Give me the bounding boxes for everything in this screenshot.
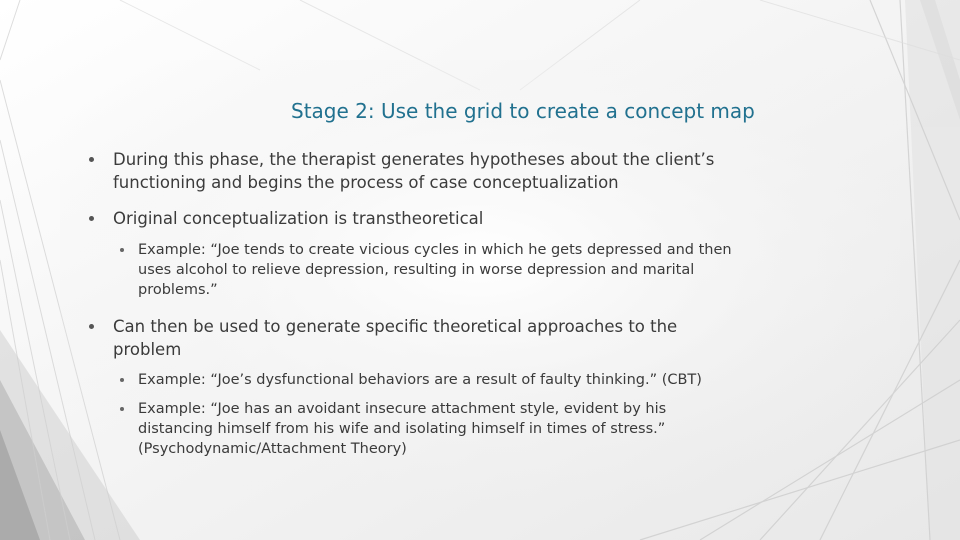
sub-bullet-dot-icon <box>120 407 124 411</box>
bullet-item <box>113 207 753 230</box>
bullet-dot-icon <box>89 157 94 162</box>
bullet-dot-icon <box>89 216 94 221</box>
bullet-dot-icon <box>89 324 94 329</box>
bullet-text: Original conceptualization is transtheoretical <box>113 209 484 228</box>
sub-bullet-dot-icon <box>120 248 124 252</box>
bullet-text: During this phase, the therapist generates hypotheses about the client’s functioning and begins the process of case conceptualization <box>113 150 715 192</box>
bullet-text: Can then be used to generate specific theoretical approaches to the problem <box>113 317 678 359</box>
sub-bullet-dot-icon <box>120 378 124 382</box>
sub-bullet-item <box>138 399 728 459</box>
sub-bullet-item <box>138 240 738 300</box>
bullet-item <box>113 148 753 194</box>
sub-bullet-text: Example: “Joe’s dysfunctional behaviors are a result of faulty thinking.” (CBT) <box>138 372 702 388</box>
slide-title: Stage 2: Use the grid to create a concept map <box>291 99 755 123</box>
sub-bullet-text: Example: “Joe tends to create vicious cycles in which he gets depressed and then uses alcohol to relieve depression, resulting in worse depression and marital problems.” <box>138 242 732 298</box>
sub-bullet-text: Example: “Joe has an avoidant insecure attachment style, evident by his distancing himself from his wife and isolating himself in times of stress.” (Psychodynamic/Attachment Theory) <box>138 401 667 457</box>
sub-bullet-item <box>138 370 758 390</box>
bullet-item <box>113 315 713 361</box>
